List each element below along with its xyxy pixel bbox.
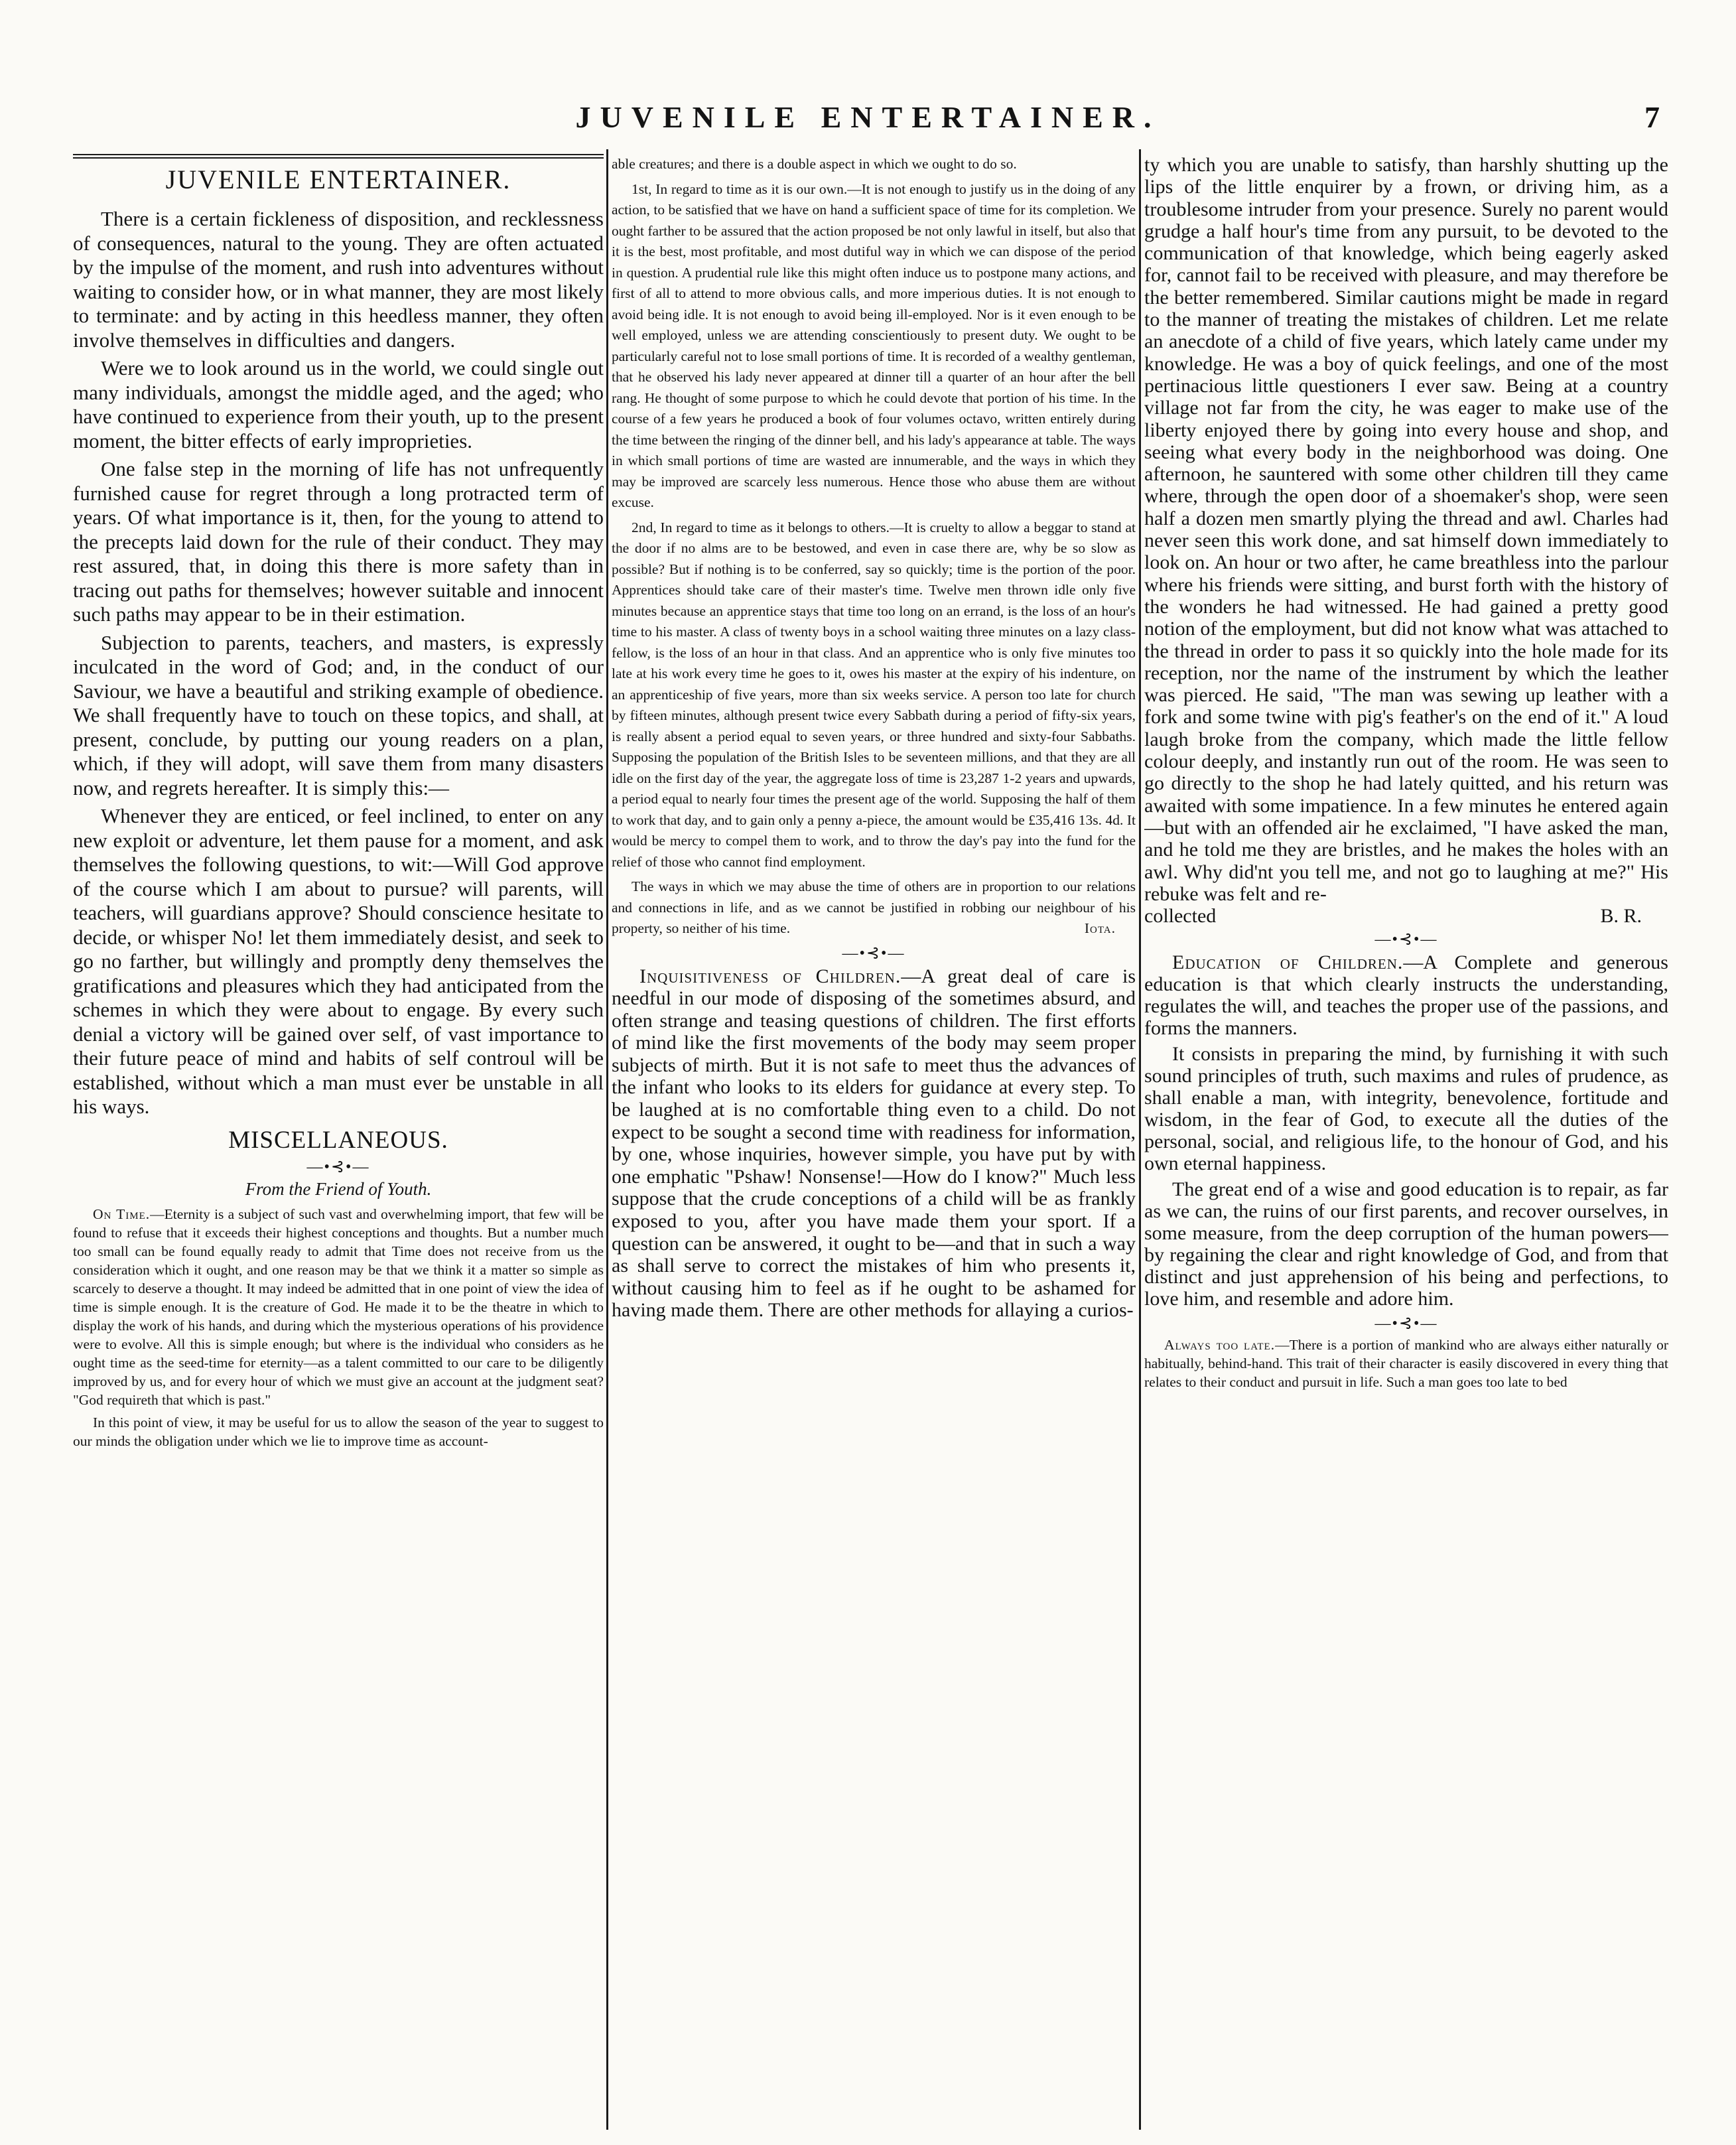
article-run-in-title: Education of Children.	[1172, 951, 1404, 974]
paragraph-text: —Eternity is a subject of such vast and overwhelming import, that few will be found to refuse that it exceeds their highest conceptions and thoughts. But a number much too small can be found equally ready to admit that Time does not receive from us the consideration which it ought, and one reason may be that we think it a matter so simple as scarcely to deserve a thought. It may indeed be admitted that in one point of view the idea of time is simple enough. It is the creature of God. He made it to be the theatre in which to display the work of his hands, and during which the mysterious operations of his providence were to evolve. All this is simple enough; but where is the individual who considers as he ought time as the seed-time for eternity—as a talent committed to our care to be diligently improved by us, and for every hour of which we must give an account at the judgment seat? "God requireth that which is past."	[73, 1206, 604, 1408]
signature-row	[1144, 905, 1668, 927]
article-run-in-title: Always too late.	[1164, 1337, 1276, 1353]
juvenile-article	[73, 207, 604, 1119]
paragraph: ty which you are unable to satisfy, than harshly shutting up the lips of the little enquirer by a frown, or driving him, as a troublesome intruder from your presence. Surely no parent would grudge a half hour's time from any pursuit, to be devoted to the communication of that knowledge, which being eagerly asked for, cannot fail to be received with pleasure, and may therefore be the better remembered. Similar cautions might be made in regard to the manner of treating the mistakes of children. Let me relate an anecdote of a child of five years, which lately came under my knowledge. He was a boy of quick feelings, and one of the most pertinacious little questioners I ever saw. Being at a country village not far from the city, he was eager to make use of the liberty enjoyed there by going into every house and shop, and seeing what every body in the neighborhood was doing. One afternoon, he sauntered with some other children till they came where, through the open door of a shoemaker's shop, were seen half a dozen men smartly plying the thread and awl. Charles had never seen this work done, and sat himself down immediately to look on. An hour or two after, he came breathless into the parlour where his friends were sitting, and burst forth with the history of the wonders he had witnessed. He had gained a pretty good notion of the employment, but did not know what was attached to the thread in order to pass it so quickly into the hole made for its reception, nor the name of the instrument by which the leather was pierced. He said, "The man was sewing up leather with a fork and some twine with pig's feather's on the end of it." A loud laugh broke from the company, which made the little fellow colour deeply, and instantly run out of the room. He was seen to go directly to the shop he had lately quitted, and his return was awaited with some impatience. In a few minutes he entered again—but with an offended air he exclaimed, "I have asked the man, and he told me they are bristles, and he makes the holes with an awl. Why did'nt you tell me, and not go to laughing at me?" His rebuke was felt and re-	[1144, 154, 1668, 905]
paragraph: It consists in preparing the mind, by furnishing it with such sound principles of truth, such maxims and rules of prudence, as shall enable a man, with integrity, benevolence, fortitude and wisdom, in the fear of God, to execute all the duties of the personal, social, and religious life, to the honour of God, and his own eternal happiness.	[1144, 1043, 1668, 1175]
column-rule-1	[606, 149, 608, 2130]
top-double-rule	[73, 154, 604, 159]
paragraph-text: The ways in which we may abuse the time of others are in proportion to our relations and connections in life, and as we cannot be justified in robbing our neighbour of his property, so neither of his time.	[612, 878, 1136, 936]
article-heading: JUVENILE ENTERTAINER.	[165, 165, 511, 194]
paragraph: Subjection to parents, teachers, and masters, is expressly inculcated in the word of God; and, in the conduct of our Saviour, we have a beautiful and striking example of obedience. We shall frequently have to touch on these topics, and shall, at present, conclude, by putting our young readers on a plan, which, if they will adopt, will save them from many disasters now, and regrets hereafter. It is simply this:—	[73, 630, 604, 799]
ornament-divider: —•⊰•—	[842, 944, 905, 962]
on-time-article	[73, 1205, 604, 1450]
signature: Iota.	[1084, 920, 1116, 936]
article-run-in-title: Inquisitiveness of Children.	[639, 965, 901, 987]
paragraph-text: —There is a portion of mankind who are always either naturally or habitually, behind-hand. This trait of their character is easily discovered in every thing that relates to their conduct and pursuit in life. Such a man goes too late to bed	[1144, 1337, 1668, 1391]
on-time-continued	[612, 154, 1136, 939]
source-credit: From the Friend of Youth.	[245, 1178, 432, 1199]
paragraph	[1144, 1336, 1668, 1391]
paragraph: There is a certain fickleness of disposition, and recklessness of consequences, natural to the young. They are often actuated by the impulse of the moment, and rush into adventures without waiting to consider how, or in what manner, they are most likely to terminate: and by acting in this heedless manner, they often involve themselves in difficulties and dangers.	[73, 207, 604, 352]
inquisitiveness-continued	[1144, 154, 1668, 905]
paragraph: 1st, In regard to time as it is our own.—It is not enough to justify us in the doing of any action, to be satisfied that we have on hand a sufficient space of time for its completion. We ought farther to be assured that the action proposed be not only lawful in itself, but also that it is the best, most profitable, and most dutiful way in which we can dispose of the period in question. A prudential rule like this might often induce us to postpone many actions, and first of all to attend to more obvious calls, and more imperious duties. It is not enough to avoid being idle. It is not enough to avoid being ill-employed. Nor is it even enough to be well employed, unless we are attending conscientiously to present duty. We ought to be particularly careful not to lose small portions of time. It is recorded of a wealthy gentleman, that he observed his lady never appeared at dinner till a quarter of an hour after the bell rang. He thought of some purpose to which he could devote that portion of his time. In the course of a few years he produced a book of four volumes octavo, written entirely during the time between the ringing of the dinner bell, and his lady's appearance at table. The ways in which small portions of time are wasted are innumerable, and the ways in which they may be improved are scarcely less numerous. Hence those who abuse them are without excuse.	[612, 180, 1136, 510]
paragraph	[1144, 951, 1668, 1039]
column-rule-2	[1139, 149, 1141, 2130]
paragraph	[612, 876, 1136, 939]
inquisitiveness-article	[612, 965, 1136, 1322]
ornament-divider: —•⊰•—	[306, 1158, 370, 1176]
paragraph: In this point of view, it may be useful for us to allow the season of the year to suggest to our minds the obligation under which we lie to improve time as account-	[73, 1414, 604, 1449]
section-title-miscellaneous: MISCELLANEOUS.	[228, 1126, 448, 1154]
article-run-in-title: On Time.	[93, 1206, 151, 1222]
paragraph: Whenever they are enticed, or feel inclined, to enter on any new exploit or adventure, let them pause for a moment, and ask themselves the following questions, to wit:—Will God approve of the course which I am about to pursue? will parents, will teachers, will guardians approve? Should conscience hesitate to decide, or whisper No! let them immediately desist, and seek to go no farther, but willingly and promptly deny themselves the gratifications and pleasures which they had anticipated from the schemes in which they were about to engage. By every such denial a victory will be gained over self, of vast importance to their future peace of mind and habits of self controul will be established, without which a man must ever be unstable in all his ways.	[73, 804, 604, 1118]
paragraph: The great end of a wise and good education is to repair, as far as we can, the ruins of our first parents, and recover ourselves, in some measure, from the deep corruption of the human powers—by regaining the clear and right knowledge of God, and from that distinct and just apprehension of his being and perfections, to love him, and resemble and adore him.	[1144, 1178, 1668, 1310]
education-article	[1144, 951, 1668, 1310]
always-too-late-article	[1144, 1336, 1668, 1391]
signature: B. R.	[1600, 905, 1642, 928]
paragraph: able creatures; and there is a double aspect in which we ought to do so.	[612, 156, 1017, 172]
paragraph	[73, 1205, 604, 1409]
column-2	[612, 154, 1136, 2128]
paragraph: 2nd, In regard to time as it belongs to others.—It is cruelty to allow a beggar to stand at the door if no alms are to be bestowed, and even in case there are, why be so slow as possible? But if nothing is to be conferred, say so quickly; time is the portion of the poor. Apprentices should take care of their master's time. Twelve men thrown idle only five minutes because an apprentice stays that time too long on an errand, is the loss of an hour's time to his master. A class of twenty boys in a school waiting three minutes on a lazy class-fellow, is the loss of an hour in that class. And an apprentice who is only five minutes too late at his work every time he goes to it, owes his master at the expiry of his indenture, on an apprenticeship of five years, more than six weeks service. A person too late for church by fifteen minutes, although present twice every Sabbath during a period of fifty-six years, is really absent a period equal to seven years, or three hundred and sixty-four Sabbaths. Supposing the population of the British Isles to be seventeen millions, and that they are all idle on the first day of the year, the aggregate loss of time is 23,287 1-2 years and upwards, a period equal to nearly four times the present age of the world. Supposing the half of them to work that day, and to gain only a penny a-piece, the amount would be £35,416 13s. 4d. It would be mercy to compel them to work, and to throw the day's pay into the fund for the relief of those who cannot find employment.	[612, 519, 1136, 870]
ornament-divider: —•⊰•—	[1374, 931, 1438, 949]
paragraph: Were we to look around us in the world, we could single out many individuals, amongst the middle aged, and the aged; who have continued to experience from their youth, up to the present moment, the bitter effects of early improprieties.	[73, 356, 604, 452]
continued-word: collected	[1144, 905, 1217, 928]
paragraph-text: —A Complete and generous education is that which clearly instructs the understanding, regulates the will, and teaches the proper use of the passions, and forms the manners.	[1144, 951, 1668, 1040]
paragraph	[612, 965, 1136, 1322]
column-1	[73, 154, 604, 2111]
paragraph: One false step in the morning of life has not unfrequently furnished cause for regret through a long protracted term of years. Of what importance is it, then, for the young to attend to the precepts laid down for the rule of their conduct. They may rest assured, that, in doing this there is more safety than in tracing out paths for themselves; however suitable and innocent such paths may appear to be in their estimation.	[73, 457, 604, 626]
page-number: 7	[1644, 100, 1660, 134]
paragraph-text: —A great deal of care is needful in our mode of disposing of the sometimes absurd, and often strange and teasing questions of children. The first efforts of mind like the first movements of the body may seem proper subjects of mirth. But it is not safe to meet thus the advances of the infant who looks to its elders for guidance at every step. To be laughed at is no comfortable thing even to a child. Do not expect to be sought a second time with readiness for information, by one, whose inquiries, however simple, you have put by with one emphatic "Pshaw! Nonsense!—How do I know?" Much less suppose that the crude conceptions of a child will be as frankly exposed to you, after you have made them your sport. If a question can be answered, it ought to be—and that in such a way as shall serve to correct the mistakes of him who presents it, without causing him to feel as if he ought to be ashamed for having made them. There are other methods for allaying a curios-	[612, 965, 1136, 1322]
column-3	[1144, 154, 1668, 2128]
running-head: JUVENILE ENTERTAINER.	[575, 100, 1161, 134]
ornament-divider: —•⊰•—	[1374, 1315, 1438, 1333]
